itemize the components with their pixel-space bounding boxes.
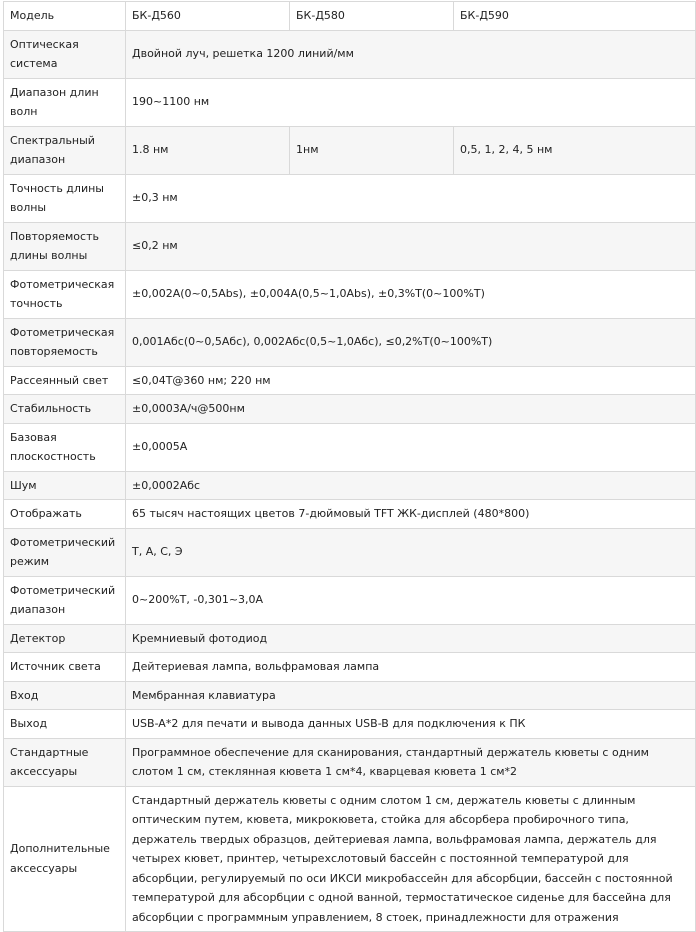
table-row [4,624,696,653]
row-label: Отображать [4,500,126,529]
model-name: БК-Д580 [290,2,454,31]
table-row [4,681,696,710]
row-label: Источник света [4,653,126,682]
row-value: 65 тысяч настоящих цветов 7-дюймовый TFT ЖК-дисплей (480*800) [126,500,696,529]
row-value: Дейтериевая лампа, вольфрамовая лампа [126,653,696,682]
row-label: Выход [4,710,126,739]
row-label: Диапазон длин волн [4,78,126,126]
row-value: 0~200%T, -0,301~3,0A [126,576,696,624]
row-label: Стабильность [4,395,126,424]
table-row [4,710,696,739]
row-value: 190~1100 нм [126,78,696,126]
row-value: ±0,0005A [126,423,696,471]
row-label: Детектор [4,624,126,653]
row-value: T, A, C, Э [126,528,696,576]
table-row [4,174,696,222]
row-label: Вход [4,681,126,710]
row-value: ≤0,04T@360 нм; 220 нм [126,366,696,395]
row-value: ±0,3 нм [126,174,696,222]
row-value: 1.8 нм [126,126,290,174]
table-row [4,423,696,471]
row-value: ±0,0003A/ч@500нм [126,395,696,424]
row-label: Фотометрическая повторяемость [4,318,126,366]
row-value: Стандартный держатель кюветы с одним слотом 1 см, держатель кюветы с длинным оптическим путем, кювета, микрокювета, стойка для абсорбера пробирочного типа, держатель твердых образцов, дейтериевая лампа, вольфрамовая лампа, держатель для четырех кювет, принтер, четырехслотовый бассейн с постоянной температурой для абсорбции, регулируемый по оси ИКСИ микробассейн для абсорбции, бассейн с постоянной температурой для абсорбции с одной ванной, термостатическое сиденье для бассейна для абсорбции с программным управлением, 8 стоек, принадлежности для отражения [126,786,696,932]
table-row [4,471,696,500]
table-row [4,738,696,786]
table-row [4,318,696,366]
row-value: Кремниевый фотодиод [126,624,696,653]
table-row [4,395,696,424]
table-row [4,366,696,395]
row-label: Дополнительные аксессуары [4,786,126,932]
row-value: Мембранная клавиатура [126,681,696,710]
model-name: БК-Д590 [454,2,696,31]
row-label: Спектральный диапазон [4,126,126,174]
row-value: 0,001Абс(0~0,5Абс), 0,002Абс(0,5~1,0Абс), ≤0,2%T(0~100%T) [126,318,696,366]
model-name: БК-Д560 [126,2,290,31]
row-value: 1нм [290,126,454,174]
table-row [4,786,696,932]
row-label: Фотометрическая точность [4,270,126,318]
row-label: Модель [4,2,126,31]
row-label: Стандартные аксессуары [4,738,126,786]
table-row [4,270,696,318]
row-label: Оптическая система [4,30,126,78]
row-value: ≤0,2 нм [126,222,696,270]
table-row [4,30,696,78]
row-value: ±0,002A(0~0,5Abs), ±0,004A(0,5~1,0Abs), ±0,3%T(0~100%T) [126,270,696,318]
table-row [4,126,696,174]
header-row [4,2,696,31]
row-label: Повторяемость длины волны [4,222,126,270]
row-label: Шум [4,471,126,500]
row-label: Рассеянный свет [4,366,126,395]
table-row [4,222,696,270]
row-value: ±0,0002Абс [126,471,696,500]
row-label: Фотометрический диапазон [4,576,126,624]
row-value: 0,5, 1, 2, 4, 5 нм [454,126,696,174]
table-row [4,576,696,624]
row-label: Базовая плоскостность [4,423,126,471]
table-row [4,653,696,682]
table-row [4,500,696,529]
table-row [4,528,696,576]
row-label: Фотометрический режим [4,528,126,576]
row-label: Точность длины волны [4,174,126,222]
row-value: Двойной луч, решетка 1200 линий/мм [126,30,696,78]
spec-table [3,1,696,932]
row-value: USB-A*2 для печати и вывода данных USB-B для подключения к ПК [126,710,696,739]
table-row [4,78,696,126]
row-value: Программное обеспечение для сканирования, стандартный держатель кюветы с одним слотом 1 см, стеклянная кювета 1 см*4, кварцевая кювета 1 см*2 [126,738,696,786]
